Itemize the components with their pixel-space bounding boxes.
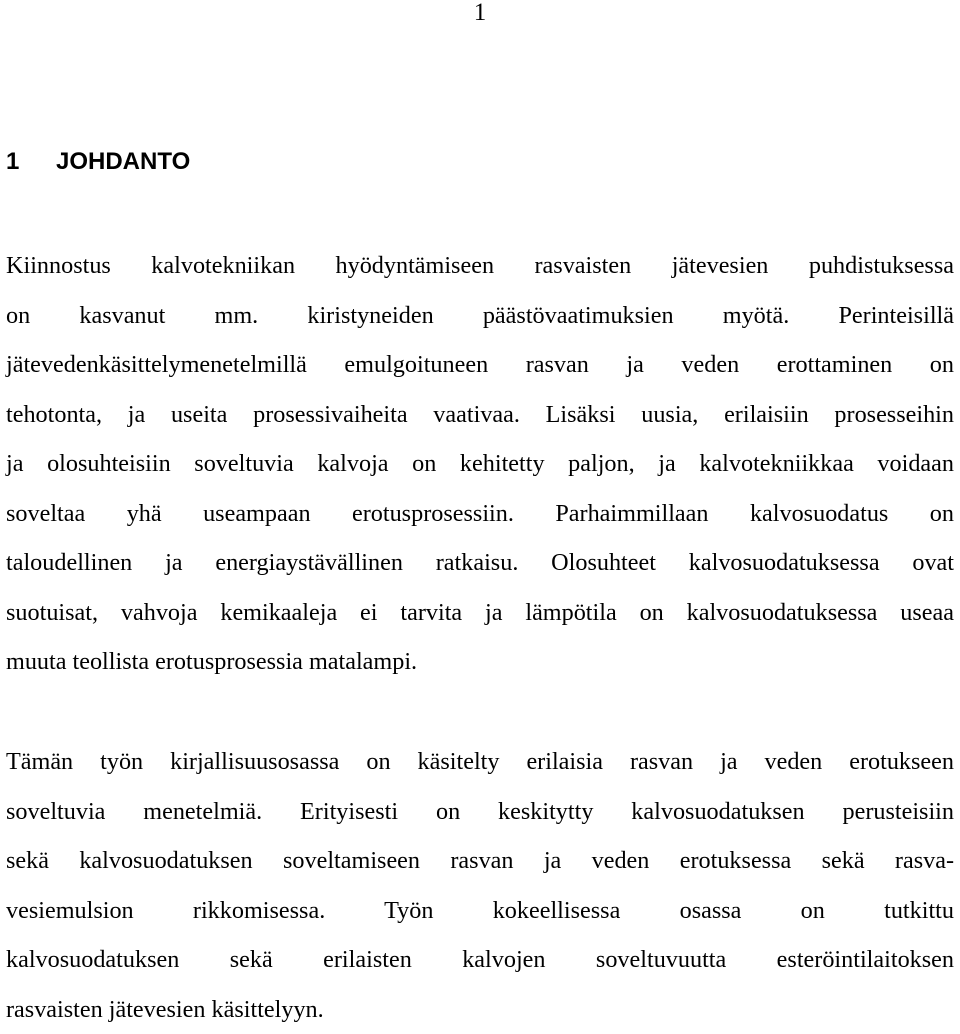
paragraph-line: jätevedenkäsittelymenetelmillä emulgoituneen rasvan ja veden erottaminen on (6, 340, 954, 390)
paragraph-line: sekä kalvosuodatuksen soveltamiseen rasvan ja veden erotuksessa sekä rasva- (6, 836, 954, 886)
paragraph-line: vesiemulsion rikkomisessa. Työn kokeellisessa osassa on tutkittu (6, 886, 954, 936)
paragraph-line: rasvaisten jätevesien käsittelyyn. (6, 985, 954, 1034)
section-heading (6, 147, 190, 177)
paragraph-line: taloudellinen ja energiaystävällinen ratkaisu. Olosuhteet kalvosuodatuksessa ovat (6, 538, 954, 588)
paragraph-line: soveltuvia menetelmiä. Erityisesti on keskitytty kalvosuodatuksen perusteisiin (6, 787, 954, 837)
paragraph-introduction (6, 241, 954, 687)
paragraph-line: ja olosuhteisiin soveltuvia kalvoja on kehitetty paljon, ja kalvotekniikkaa voidaan (6, 439, 954, 489)
paragraph-line: suotuisat, vahvoja kemikaaleja ei tarvita ja lämpötila on kalvosuodatuksessa useaa (6, 588, 954, 638)
section-number: 1 (6, 147, 56, 177)
paragraph-line: soveltaa yhä useampaan erotusprosessiin. Parhaimmillaan kalvosuodatus on (6, 489, 954, 539)
paragraph-scope (6, 737, 954, 1034)
section-title: JOHDANTO (56, 148, 190, 175)
paragraph-line: kalvosuodatuksen sekä erilaisten kalvojen soveltuvuutta esteröintilaitoksen (6, 935, 954, 985)
paragraph-line: Tämän työn kirjallisuusosassa on käsitelty erilaisia rasvan ja veden erotukseen (6, 737, 954, 787)
page-number: 1 (0, 0, 960, 28)
paragraph-line: tehotonta, ja useita prosessivaiheita vaativaa. Lisäksi uusia, erilaisiin prosesseihin (6, 390, 954, 440)
paragraph-line: muuta teollista erotusprosessia matalampi. (6, 637, 954, 687)
paragraph-line: Kiinnostus kalvotekniikan hyödyntämiseen rasvaisten jätevesien puhdistuksessa (6, 241, 954, 291)
paragraph-line: on kasvanut mm. kiristyneiden päästövaatimuksien myötä. Perinteisillä (6, 291, 954, 341)
